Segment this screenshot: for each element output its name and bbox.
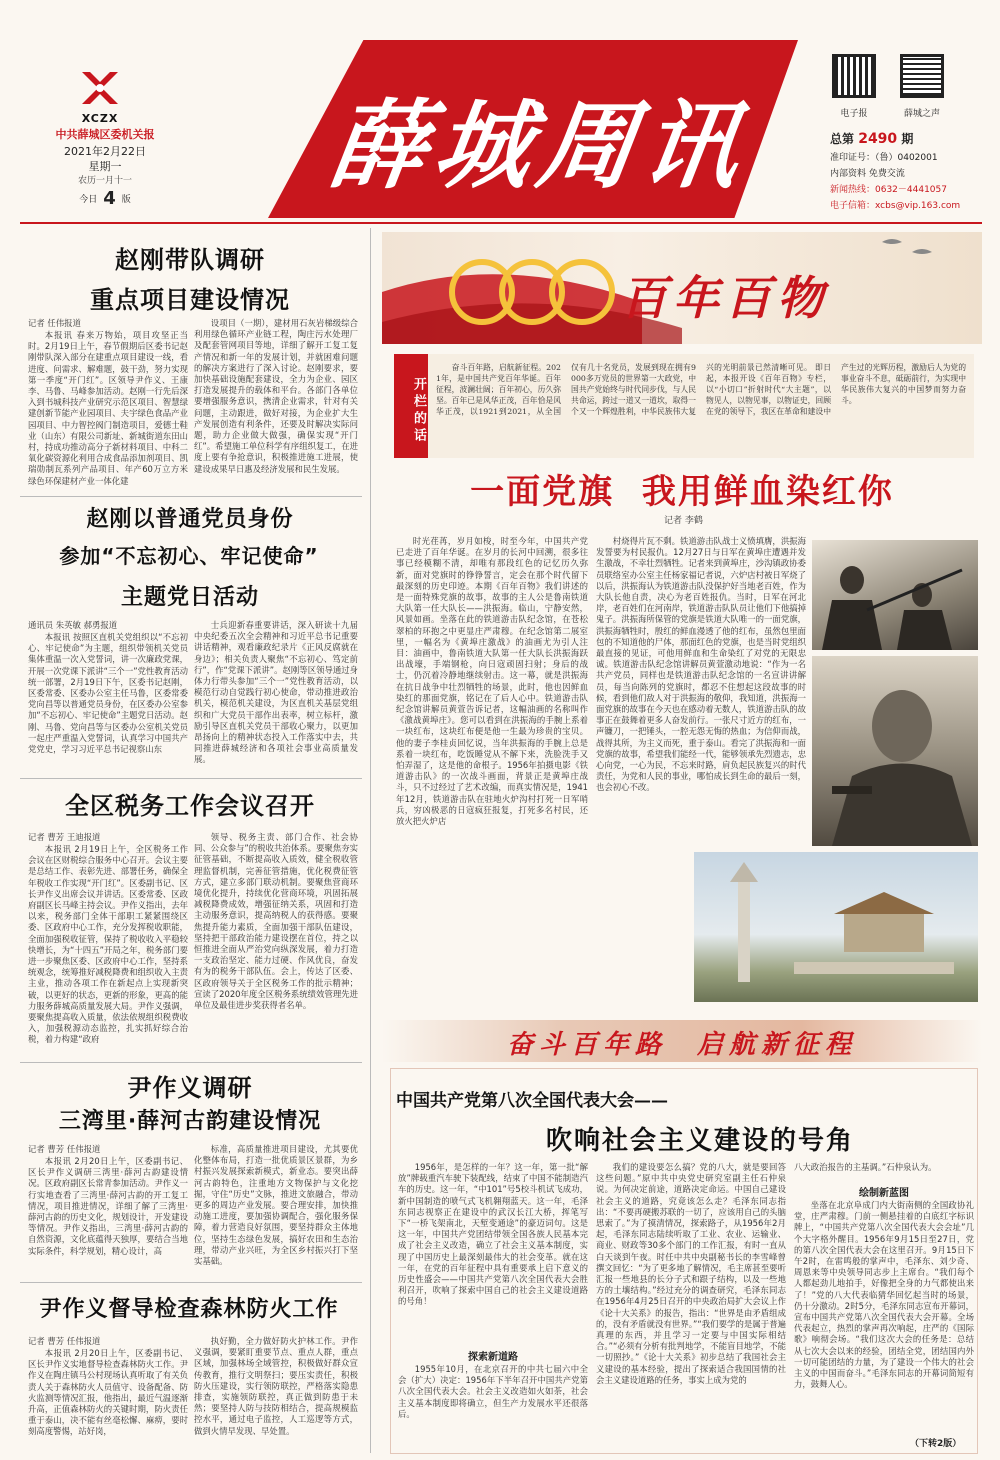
a1-col2-text: 设项目（一期），建材用石灰岩梯级综合利用绿色循环产业链工程，陶庄污水处理厂及配套管网项目等地，详细了解开工复工复产情况和新一年的发展计划，并就困难问题的解决方案进行了深入讨论。赵刚要求，要加快基础设施配套建设，全力为企业、园区打造发展提升的载体和平台。各部门各单位要增强服务意识，携清企业需求，针对有关问题，主动跟进，做好对接，为企业扩大生产发展创造有利条件，还要及时解决实际问题，助力企业做大做强，确保实现“开门红”。希望施工单位科学有序组织复工，在进度上要有争抢意识，积极推进施工进展，使建设成果早日惠及经济发展和民生发展。 [194,318,358,474]
intro-paragraph: 奋斗百年路，启航新征程。2021年，是中国共产党百年华诞。百年征程，波澜壮阔；百年初心，历久弥坚。百年已是风华正茂，百年恰是风华正茂，以1921到2021，从全国仅有几十名党员，发展到现在拥有9000多万党员的世界第一大政党，中国共产党始终与时代同步伐，与人民共命运，跨过一道又一道坎，取得一个又一个辉煌胜利，中华民族伟大复兴的光明前景已然清晰可见。 即日起，本报开设《百年百物》专栏，以“小切口”折射时代“大主题”，以物见人，以物见事，以物证史，回顾在党的领导下，我区在革命和建设中产生过的光辉历程，激励后人为党的事业奋斗不息，砥砺前行，为实现中华民族伟大复兴的中国梦而努力奋斗。 [436,363,966,416]
bottom-sub2: 绘制新蓝图 [859,1188,909,1199]
qr1-label: 电子报 [840,109,868,119]
a5-col2-text: 执好勤，全力做好防火护林工作。尹作义强调，要紧盯重要节点、重点人群，重点区域，加强林场全域管控，积极做好群众宣传教育，推行文明祭扫；要压实责任，积极防火压建设，实行领防联控，严格落实隐患排查，实施领防联控，真正做到防患于未然；要坚持人防与技防相结合，提高规模监控水平，通过电子监控，人工巡逻等方式，做到火情早发现、早处置。 [194,1336,358,1436]
a1-col1 [28,330,188,490]
intro-label: 开栏的话 [411,377,426,445]
pages-number: 4 [103,188,116,209]
a4-title1: 尹作义调研 [127,1074,253,1102]
qr-code-epaper[interactable] [832,54,876,98]
a2-col1 [28,632,188,772]
a1-title1: 赵刚带队调研 [115,246,265,274]
bottom-col3 [794,1200,974,1434]
a2-title1: 赵刚以普通党员身份 [86,507,294,532]
banner-title: 百年百物 [621,271,829,325]
a4-byline: 记者 曹芳 任伟报道 [28,1144,101,1154]
series-banner [382,1020,982,1062]
column-divider [370,228,371,1453]
issue-unit: 期 [901,132,914,146]
a4-col2-text: 标准，高质量推进项目建设，尤其要优化整体布局，打造一批优质景区景群，为乡村振兴发展探索新模式，新业态。要突出薛河古韵特色，注重地方文物保护与文化挖掘，守住“历史”文脉，推进文旅融合，带动更多的周边产业发展。要合理安排，加快推动施工进度，要加强协调配合，强化服务保障，着力营造良好氛围，要坚持群众主体地位，坚持生态绿色发展，搞好农田和生态治理，带动产业兴旺，为全区乡村振兴打下坚实基础。 [194,1144,358,1267]
a1-byline: 记者 任伟报道 [28,318,81,328]
a2-col1-text: 本报讯 按照区直机关党组织以“不忘初心、牢记使命”为主题，组织带领机关党员集体重温一次入党誓词，讲一次廉政党课，开展一次党课下派讲“三个一”党性教育活动统一部署，2月19日下午，区委书记赵刚，区委常委、区委办公室主任马鲁，区委常委党向昌等以普通党员身份，在区委办公室参加“不忘初心、牢记使命”主题党日活动。赵刚、马鲁、党向昌等与区委办公室机关党员一起庄严重温入党誓词，认真学习中国共产党党史，学习习近平总书记视察山东 [28,632,188,755]
a3-col1-text: 本报讯 2月19日上午，全区税务工作会议在区财税综合服务中心召开。会议主要是总结工作、表彰先进、部署任务，确保全年税收工作实现“开门红”。区委副书记、区长尹作义出席会议并讲话。区委常委、区政府副区长马峰主持会议。尹作义指出，去年以来，税务部门全体干部职工紧紧围绕区委、区政府中心工作，充分发挥税收职能，全面加强税收征管，保持了税收收入平稳较快增长，为“十四五”开局之年，税务部门要进一步聚焦区委、区政府中心工作，坚持系统观念，统筹推好减税降费和组织收入主责主业，推动各项工作在新起点上实现新突破，以更好的状态，更新的形象，更高的能力服务薛城高质量发展大局。尹作义强调，要聚焦提高收入质量，依法依规组织税费收入，加强税源动态监控，扎实抓好综合治税，着力构建“政府 [28,844,188,1045]
a1-col1-text: 本报讯 春来万物始，项目攻坚正当时。2月19日上午，春节假期后区委书记赵刚带队深入部分在建重点项目建设一线，看进度、问需求、解难题，鼓干劲，努力实现第一季度“开门红”。区领导尹作义、王康李、马鲁、马峰参加活动。赵刚一行先后深入到书城科技产业研究示范区项目、智慧绿建创新节能产业园项目、夫宇绿色食品产业园项目、中力智控阀门制造项目，爱德士鞋业（山东）有限公司新址、新城街道东田山村，持成功推动高分子新材料项目、中科二氧化碳资源化利用合成食品添加剂项目、凯瑞勋制瓦系列产品项目、年产60万立方米绿色环保建材产业一体化建 [28,330,188,486]
issue-number [830,130,913,147]
historic-photo-2 [812,656,978,846]
a2-col2 [194,620,358,772]
newspaper-title: 薛城周讯 [323,89,755,202]
weekday: 星期一 [88,160,122,173]
issue-no: 2490 [858,131,898,147]
a1-col2 [194,318,358,490]
issue-date: 2021年2月22日 [64,145,146,158]
bottom-kicker: 中国共产党第八次全国代表大会—— [396,1091,668,1111]
monument-icon [694,852,978,1002]
today-label: 今日 [79,195,98,205]
issue-label: 总第 [830,132,855,146]
series-banner-text: 奋斗百年路 启航新征程 [506,1030,858,1060]
a5-col1-text: 本报讯 2月20日上午，区委副书记、区长尹作义实地督导检查森林防火工作。尹作义在陶庄镇马公村现场认真听取了有关负责人关于森林防火人员值守、设备配备、防火监测等情况汇报，他指出，最近气温逐渐升高，正值森林防火的关键时期，防火责任重于泰山，决不能有丝毫松懈、麻痹，要时刻高度警惕，站好岗， [28,1348,188,1437]
bottom-col1 [398,1162,588,1342]
qr-code-voice[interactable] [900,54,944,98]
newspaper-logo [70,68,130,125]
divider [20,496,362,497]
lunar-date: 农历一月十一 [77,176,132,186]
logo-text: XCZX [81,112,119,125]
story-col1 [396,536,588,976]
a4-col1 [28,1156,188,1276]
masthead [0,0,1000,222]
a2-col2-text: 士兵迎新春重要讲话，深入研读十九届中央纪委五次全会精神和习近平总书记重要讲话精神，观看廉政纪录片《正风反腐就在身边》；相关负责人聚焦“不忘初心、笃定前行”，作“党课下派讲”。赵刚等区领导通过身体力行带头参加“三个一”党性教育活动，以模范行动自觉践行初心使命，带动推进政治机关，模范机关建设，为区直机关基层党组织和广大党员干部作出表率，树立标杆，激励引导区直机关党员干部收心聚力，以更加昂扬向上的精神状态投入工作落实中去，共同推进薛城经济和各项社会事业高质量发展。 [194,620,358,765]
divider [20,1282,362,1283]
bottom-col3a-text: 八大政治报告的主基调。”石仲泉认为。 [794,1162,937,1172]
monument-photo [694,852,978,1002]
a1-title2: 重点项目建设情况 [90,286,290,314]
column-intro [394,354,974,458]
a5-col1 [28,1348,188,1452]
story-byline: 记者 李鹤 [664,516,703,526]
a4-col2 [194,1144,358,1276]
intro-side-label [394,354,428,458]
bottom-sub1: 探索新道路 [468,1352,518,1363]
sponsor: 中共薛城区委机关报 [55,128,155,141]
page-count [50,188,160,209]
permit-number: 准印证号：（鲁）0402001 [830,153,938,163]
a2-title2: 参加“不忘初心、牢记使命” [59,544,319,568]
masthead-rule [20,222,982,224]
a3-title: 全区税务工作会议召开 [65,792,315,820]
a3-col1 [28,844,188,1056]
continued-note[interactable]: （下转2版） [910,1439,962,1449]
news-hotline: 新闻热线：0632－4441057 [830,185,947,195]
intro-text [436,362,966,454]
pages-unit: 版 [121,195,131,205]
bottom-col1b [398,1364,588,1450]
bottom-col3a [794,1162,974,1176]
bottom-col2 [596,1162,786,1450]
bottom-col1b-text: 1955年10月，在北京召开的中共七届六中全会（扩大）决定：1956年下半年召开中国共产党第八次全国代表大会。社会主义改造如火如荼，社会主义基本制度即将确立，但生产力发展水平还很落后。 [398,1364,588,1419]
a5-title: 尹作义督导检查森林防火工作 [39,1297,339,1322]
email[interactable]: 电子信箱：xcbs@vip.163.com [830,201,961,211]
internal-note: 内部资料 免费交流 [830,169,905,179]
soldiers-illustration-icon [812,540,978,650]
story-col1-text: 时光荏苒，岁月如梭，时至今年，中国共产党已走进了百年华诞。在岁月的长河中回溯，很多往事已经模糊不清，却唯有那段红色的记忆历久弥新，面对党旗时的铮铮誓言，定会在那个时代留下最深刻的历史印迹。本期《百年百物》我们讲述的是一面特殊党旗的故事，故事的主人公是鲁南铁道大队第一任大队长——洪振海。临山，宁静安然，风景如画。坐落在此的铁道游击队纪念馆，在苍松翠柏的环抱之中更显庄严肃穆。在纪念馆第二展室里，一幅名为《黄埠庄激战》的油画尤为引人注目：油画中，鲁南铁道大队第一任大队长洪振海跃出战壕，手端钢枪，向日寇顽固扫射；身后的战士，仍沉着冷静地继续射击。这一幕，就是洪振海在抗日战争中壮烈牺牲的场景，此时，他也因鲜血染红的那面党旗，铭记在了后人心中。铁道游击队纪念馆讲解员黄萱告诉记者，这幅油画的名称叫作《激战黄埠庄》。您可以看到在洪振海的手腕上系着一块红布，这块红布便是他一生最为珍贵的宝贝。他的妻子李桂贞回忆说，当年洪振海的手腕上总是系着一块红布，吃饭睡觉从不解下来，洗脸洗手又怕弄湿了，这是他的命根子。1956年拍摄电影《铁道游击队》的一次战斗画面，背景正是黄埠庄战斗，只不过经过了艺术改编，而真实情况是，1941年12月，铁道游击队在驻地火炉沟村打死一日军哨兵，穷凶极恶的日寇疯狂报复，打死多名村民，还放火把火炉店 [396,536,588,827]
bottom-col1-text: 1956年，是怎样的一年？这一年，第一批“解放”牌载重汽车驶下装配线，结束了中国不能制造汽车的历史。这一年，“中101”号5校斗机试飞成功，新中国制造的喷气式飞机翱翔蓝天。这一年，毛泽东同志视察正在建设中的武汉长江大桥，挥笔写下“一桥飞架南北，天堑变通途”的豪迈词句。这是这一年，中国共产党团结带领全国各族人民基本完成了社会主义改造，确立了社会主义基本制度，实现了中国历史上最深刻最伟大的社会变革。就在这一年，在党的百年征程中具有重要承上启下意义的历史性盛会——中国共产党第八次全国代表大会胜利召开，吹响了探索中国自己的社会主义建设道路的号角！ [398,1162,588,1307]
a3-col2-text: 领导、税务主责、部门合作、社会协同、公众参与”的税收共治体系。要聚焦夯实征管基础，不断提高收入质效，健全税收管理监督机制，完善征管措施，优化税费征管方式，建立多部门联动机制。要聚焦营商环境优化提升，持续优化营商环境，巩固拓展减税降费成效，增强征纳关系，巩固和打造主动服务意识，提高纳税人的获得感。要聚焦提升能力素质，全面加强干部队伍建设，坚持把干部政治能力建设摆在首位，持之以恒推进全面从严治党向纵深发展，着力打造一支政治坚定、能力过硬、作风优良，奋发有为的税务干部队伍。会上，传达了区委、区政府领导关于全区税务工作的批示精神；宣读了2020年度全区税务系统绩效管理先进单位及最佳进步奖获得者名单。 [194,832,358,1011]
a5-byline: 记者 曹芳 任伟报道 [28,1336,101,1346]
a2-title3: 主题党日活动 [120,585,259,610]
a3-col2 [194,832,358,1056]
historic-photo-1 [812,540,978,650]
a3-byline: 记者 曹芳 王迪报道 [28,832,101,842]
divider [20,1062,362,1063]
bottom-col3-text: 坐落在北京阜成门内大街南侧的全国政协礼堂，庄严肃穆。门前一侧悬挂着的白底红字标识牌上，“中国共产党第八次全国代表大会会址”几个大字格外醒目。1956年9月15日至27日，党的第八次全国代表大会在这里召开。9月15日下午2时，在雷鸣般的掌声中，毛泽东、刘少奇、周恩来等中央领导同志步上主席台。“我们每个人都起劲儿地拍手，好像把全身的力气都使出来了！”党的八大代表临猜华回忆起当时的场景，仍十分激动。2时5分，毛泽东同志宣布开幕词，宣布中国共产党第八次全国代表大会开幕。全场代表起立，热烈的掌声再次响起，庄严的《国际歌》响彻会场。“我们这次大会的任务是：总结从七次大会以来的经验，团结全党，团结国内外一切可能团结的力量，为了建设一个伟大的社会主义的中国而奋斗。”毛泽东同志的开幕词简短有力，鼓舞人心。 [794,1200,974,1390]
divider [20,778,362,779]
a5-col2 [194,1336,358,1452]
a4-col1-text: 本报讯 2月20日上午，区委副书记、区长尹作义调研三湾里·薛河古韵建设情况。区政府副区长常青参加活动。尹作义一行实地查看了三湾里·薛河古韵的开工复工情况，项目推进情况，详细了解了三湾里·薛河古韵的历史文化，规划设计，开发建设等情况。尹作义指出，三湾里·薛河古韵的自然资源，文化底蕴得天独厚，要结合当地实际条件，科学规划，精心设计，高 [28,1156,188,1256]
bottom-col2-text: 我们的建设要怎么搞？党的八大，就是要回答这些问题。”原中共中央党史研究室副主任石仲泉说。为何决定前途，道路决定命运。中国自己建设社会主义的道路，究竟该怎么走？毛泽东同志指出：“不要再硬搬苏联的一切了，应该用自己的头脑思索了。”为了摸清情况，探索路子，从1956年2月起，毛泽东同志陆续听取了工业、农业、运输业、商业、财政等30多个部门的工作汇报，有时一直从白天谈到午夜。时任中共中央副秘书长的李雪峰曾撰文回忆：“为了更多地了解情况，毛主席甚至要听汇报一些地县的长分子式和跟子结构，以及一些地方的土壤结构。”经过充分的调查研究，毛泽东同志在1956年4月25日召开的中央政治局扩大会议上作《论十大关系》的报告，指出：“世界是由矛盾组成的，没有矛盾就没有世界。”“我们要学的是属于普遍真理的东西，并且学习一定要与中国实际相结合。”“必须有分析有批判地学，不能盲目地学，不能一切照抄。”《论十大关系》初步总结了我国社会主义建设的基本经验，提出了探索适合我国国情的社会主义建设道路的任务，事实上成为党的 [596,1162,786,1385]
portrait-illustration-icon [812,656,978,846]
story-title: 一面党旗 我用鲜血染红你 [470,472,894,512]
bottom-title: 吹响社会主义建设的号角 [545,1126,854,1156]
a2-byline: 通讯员 朱英敏 郝勇报道 [28,620,118,630]
logo-mark-icon [70,68,130,108]
qr2-label: 薛城之声 [903,109,940,119]
story-col2-text: 村烧得片瓦不剩。铁道游击队战士义愤填膺，洪振海发誓要为村民报仇。12月27日与日军在黄埠庄遭遇并发生激战，不幸壮烈牺牲。记者来到黄埠庄，沙沟镇政协委员联络室办公室主任杨家福记者说，六炉店村被日军烧了以后，洪振海认为铁道游击队没保护好当地老百姓，作为大队长他自责，决心为老百姓报仇。当时，日军在河北岸，老百姓们在河南岸，铁道游击队队员让他们下他搞掉鬼子。洪振海所保管的党旗是铁道大队唯一的一面党旗，洪振海牺牲时，殷红的鲜血漫透了他的红布，虽然包里面包的不知道他的尸体，那面红色的党旗，也是当时党组织最直接的见证，可他用鲜血和生命染红了对党的无限忠诚。铁道游击队纪念馆讲解员黄萱激动地说：“作为一名共产党员，同样也是铁道游击队纪念馆的一名宣讲讲解员，每当向陈列的党旗时，都忍不住想起这段故事的时候，看到他们敌人对于洪振海的敬仰，我知道，洪振海一面党旗的故事在今天也在感动着无数人，铁道游击队的故事正在鼓舞着更多人奋发前行。一张尺寸近方的红布，一声镰刀，一把锤头，一腔无怨无悔的热血；为信仰而战，战得其所，为主义而死，重于泰山。看完了洪振海和一面党旗的故事，希望我们能经一代，能够领承先烈遗志，忠心向党，一心为民，不忘来时路，肩负起民族复兴的时代责任，为党和人民的事业，哪怕成长到生命的最后一刻，也会初心不改。 [596,536,806,793]
a4-title2: 三湾里·薛河古韵建设情况 [58,1109,322,1134]
